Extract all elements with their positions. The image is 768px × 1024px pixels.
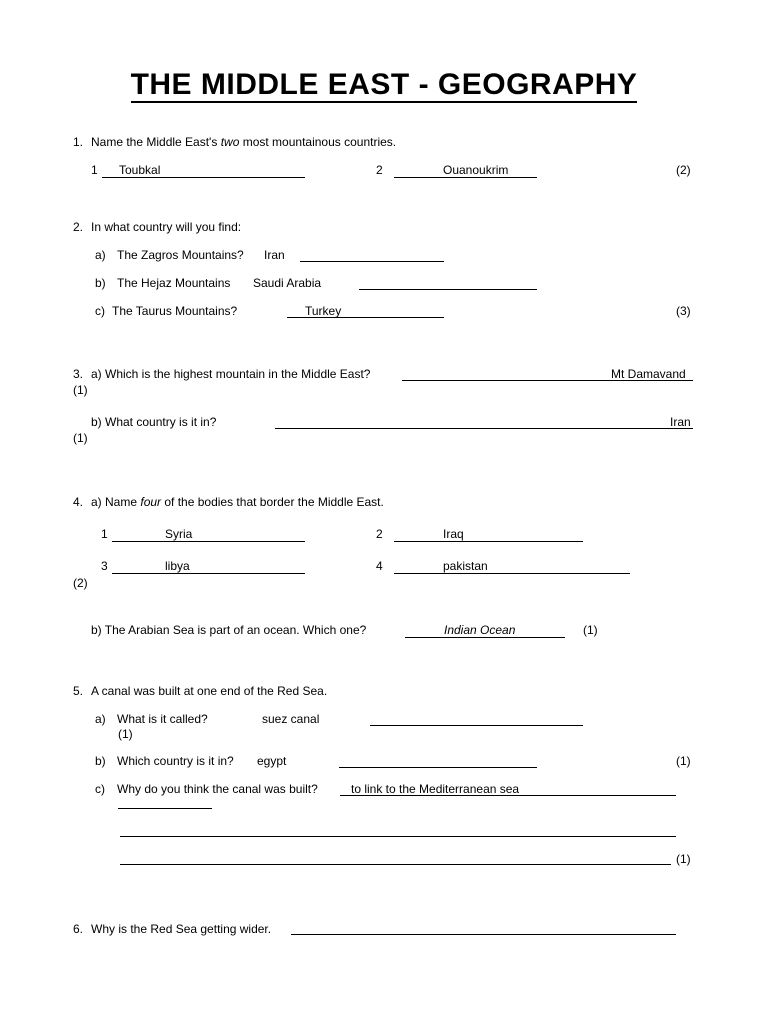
q5c-marks: (1) [676, 852, 691, 866]
q4-answer-line-1[interactable] [112, 541, 305, 542]
q4-label-2: 2 [376, 527, 383, 541]
q4b-text: b) The Arabian Sea is part of an ocean. Which one? [91, 623, 367, 637]
q5b-text: Which country is it in? [117, 754, 234, 768]
q4-answer-line-3[interactable] [112, 573, 305, 574]
q2-number: 2. [73, 220, 84, 234]
q4a-marks: (2) [73, 576, 88, 590]
q3b-answer-line[interactable] [275, 428, 693, 429]
q4-answer-1: Syria [165, 527, 193, 541]
q5a-label: a) [95, 712, 106, 726]
q1-label-1: 1 [91, 163, 98, 177]
q6-answer-line[interactable] [291, 934, 676, 935]
q3b-marks: (1) [73, 431, 88, 445]
q5-number: 5. [73, 684, 84, 698]
q3-number: 3. [73, 367, 84, 381]
q1-text: Name the Middle East's two most mountainous countries. [91, 135, 397, 149]
q4-answer-2: Iraq [443, 527, 464, 541]
q1-label-2: 2 [376, 163, 383, 177]
q5a-text: What is it called? [117, 712, 208, 726]
q3a-text: a) Which is the highest mountain in the Middle East? [91, 367, 371, 381]
q2a-text: The Zagros Mountains? [117, 248, 244, 262]
q5c-answer-line-4[interactable] [120, 864, 671, 865]
q2-marks: (3) [676, 304, 691, 318]
q4-answer-3: libya [165, 559, 190, 573]
q4-label-1: 1 [101, 527, 108, 541]
q5b-answer-line[interactable] [339, 767, 537, 768]
q3a-marks: (1) [73, 383, 88, 397]
q2b-label: b) [95, 276, 106, 290]
q2c-answer: Turkey [305, 304, 342, 318]
q2a-answer-line[interactable] [300, 261, 444, 262]
q1-answer-2: Ouanoukrim [443, 163, 509, 177]
q2-text: In what country will you find: [91, 220, 242, 234]
q3b-text: b) What country is it in? [91, 415, 217, 429]
q5-text: A canal was built at one end of the Red Sea. [91, 684, 328, 698]
q2c-text: The Taurus Mountains? [112, 304, 238, 318]
q2b-answer: Saudi Arabia [253, 276, 322, 290]
q2a-label: a) [95, 248, 106, 262]
q4-label-3: 3 [101, 559, 108, 573]
q5c-label: c) [95, 782, 105, 796]
q6-text: Why is the Red Sea getting wider. [91, 922, 272, 936]
q2c-label: c) [95, 304, 105, 318]
q2b-text: The Hejaz Mountains [117, 276, 231, 290]
q4-number: 4. [73, 495, 84, 509]
q4b-answer: Indian Ocean [444, 623, 516, 637]
q6-number: 6. [73, 922, 84, 936]
q4b-marks: (1) [583, 623, 598, 637]
q4-answer-line-2[interactable] [394, 541, 583, 542]
q5a-answer: suez canal [262, 712, 320, 726]
q3b-answer: Iran [670, 415, 691, 429]
q5b-answer: egypt [257, 754, 287, 768]
q5c-answer-line-2[interactable] [118, 808, 212, 809]
q4-answer-line-4[interactable] [394, 573, 630, 574]
q5a-marks: (1) [118, 727, 133, 741]
q5c-text: Why do you think the canal was built? [117, 782, 318, 796]
q5a-answer-line[interactable] [370, 725, 583, 726]
q1-marks: (2) [676, 163, 691, 177]
q5b-label: b) [95, 754, 106, 768]
q4-answer-4: pakistan [443, 559, 488, 573]
q3a-answer: Mt Damavand [611, 367, 686, 381]
q5b-marks: (1) [676, 754, 691, 768]
q4-label-4: 4 [376, 559, 383, 573]
q4a-text: a) Name four of the bodies that border the Middle East. [91, 495, 384, 509]
q2a-answer: Iran [264, 248, 285, 262]
page-title: THE MIDDLE EAST - GEOGRAPHY [130, 68, 638, 101]
q2b-answer-line[interactable] [359, 289, 537, 290]
q5c-answer: to link to the Mediterranean sea [351, 782, 520, 796]
q5c-answer-line-3[interactable] [120, 836, 676, 837]
q1-number: 1. [73, 135, 84, 149]
q1-answer-1: Toubkal [119, 163, 161, 177]
